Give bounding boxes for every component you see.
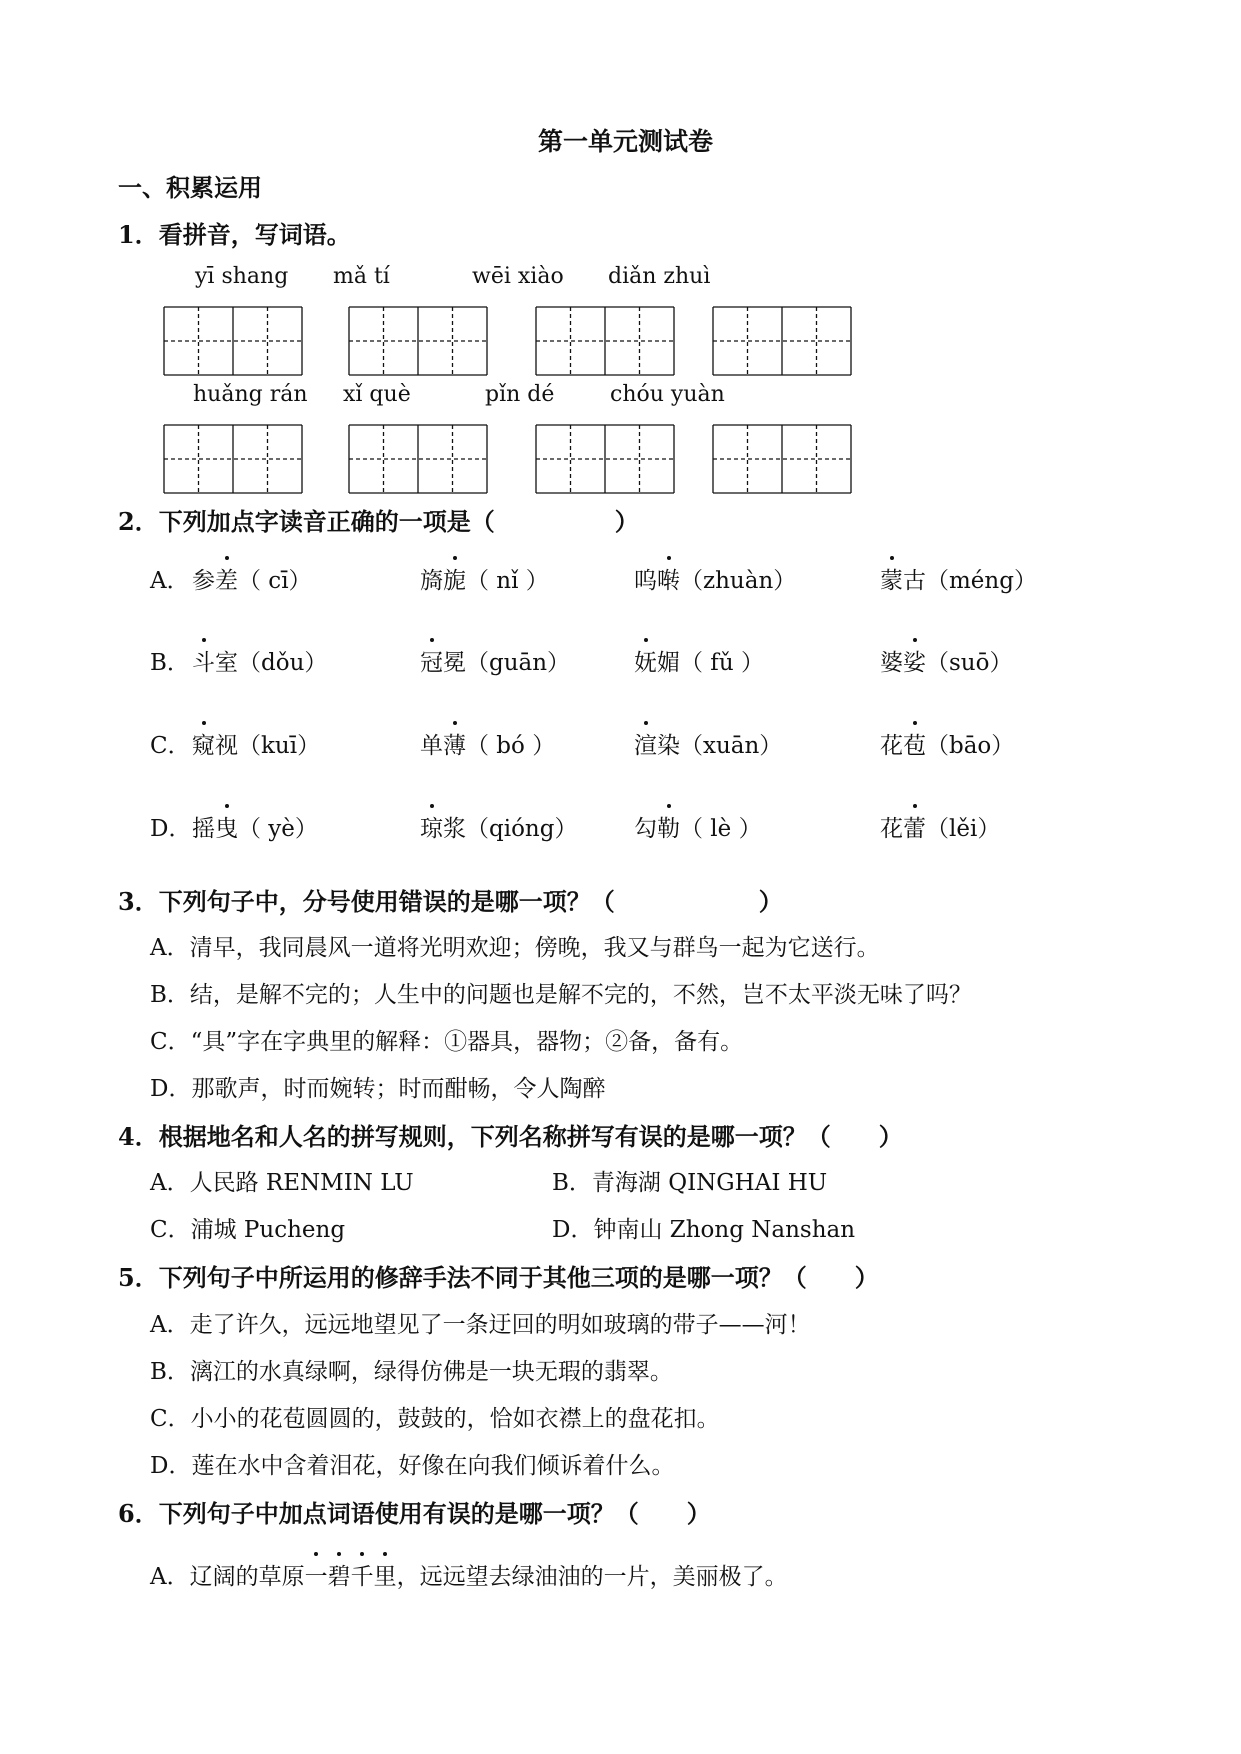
- reading-item: [880, 644, 1012, 677]
- word-char: 花: [880, 733, 903, 759]
- option-d[interactable]: D．莲在水中含着泪花，好像在向我们倾诉着什么。: [150, 1453, 675, 1479]
- grid-lines: [712, 306, 852, 376]
- reading-pinyin: （kuī）: [238, 733, 321, 759]
- pinyin-label: mǎ tí: [333, 264, 390, 289]
- reading-item: [880, 562, 1037, 595]
- grid-lines: [535, 424, 675, 494]
- reading-pinyin: （ lè ）: [680, 816, 762, 842]
- question-6-prompt: 6．下列句子中加点词语使用有误的是哪一项？（ ）: [118, 1499, 711, 1528]
- option-a-prefix: A．辽阔的草原: [150, 1564, 305, 1590]
- option-a[interactable]: [150, 1558, 788, 1591]
- dotted-char: 娑: [903, 644, 926, 677]
- pinyin-label: pǐn dé: [485, 382, 555, 407]
- grid-lines: [348, 424, 488, 494]
- option-c[interactable]: C．浦城 Pucheng: [150, 1217, 346, 1243]
- question-1-prompt: 1．看拼音，写词语。: [118, 220, 351, 249]
- reading-item: [420, 810, 577, 843]
- dotted-char: 里: [374, 1558, 397, 1591]
- reading-item: [192, 644, 327, 677]
- reading-item: [880, 810, 1000, 843]
- option-a-suffix: ，远远望去绿油油的一片，美丽极了。: [396, 1564, 788, 1590]
- reading-pinyin: （ yè）: [238, 816, 318, 842]
- question-3-prompt: 3．下列句子中，分号使用错误的是哪一项？（ ）: [118, 887, 783, 916]
- reading-item: [192, 810, 318, 843]
- word-char: 浆: [443, 816, 466, 842]
- question-2-prompt: 2．下列加点字读音正确的一项是（ ）: [118, 507, 639, 536]
- reading-item: [192, 727, 320, 760]
- reading-pinyin: （qióng）: [466, 816, 578, 842]
- dotted-char: 琼: [420, 810, 443, 843]
- grid-lines: [712, 424, 852, 494]
- pinyin-label: wēi xiào: [472, 264, 564, 289]
- dotted-char: 曳: [215, 810, 238, 843]
- grid-lines: [163, 424, 303, 494]
- word-char: 单: [420, 733, 443, 759]
- pinyin-label: huǎng rán: [193, 382, 308, 407]
- word-char: 花: [880, 816, 903, 842]
- dotted-char: 蒙: [880, 562, 903, 595]
- answer-grid[interactable]: [163, 424, 303, 494]
- pinyin-label: chóu yuàn: [610, 382, 725, 407]
- answer-grid[interactable]: [163, 306, 303, 376]
- word-char: 视: [215, 733, 238, 759]
- reading-pinyin: （ fǔ ）: [680, 650, 764, 676]
- dotted-char: 冠: [420, 644, 443, 677]
- dotted-char: 渲: [634, 727, 657, 760]
- option-letter[interactable]: B．: [150, 650, 190, 676]
- word-char: 媚: [657, 650, 680, 676]
- option-a[interactable]: A．清早，我同晨风一道将光明欢迎；傍晚，我又与群鸟一起为它送行。: [150, 935, 880, 961]
- option-c[interactable]: C．“具”字在字典里的解释：①器具，器物；②备，备有。: [150, 1029, 744, 1055]
- dotted-char: 妩: [634, 644, 657, 677]
- option-d[interactable]: D．那歌声，时而婉转；时而酣畅，令人陶醉: [150, 1076, 606, 1102]
- dotted-char: 啭: [657, 562, 680, 595]
- option-a[interactable]: A．走了许久，远远地望见了一条迂回的明如玻璃的带子——河！: [150, 1312, 811, 1338]
- grid-lines: [163, 306, 303, 376]
- page-title: 第一单元测试卷: [538, 127, 714, 156]
- reading-pinyin: （méng）: [926, 568, 1037, 594]
- dotted-char: 窥: [192, 727, 215, 760]
- pinyin-label: xǐ què: [343, 382, 411, 407]
- option-letter[interactable]: D．: [150, 816, 192, 842]
- reading-item: [634, 644, 764, 677]
- dotted-char: 蕾: [903, 810, 926, 843]
- reading-item: [420, 727, 555, 760]
- word-char: 室: [215, 650, 238, 676]
- dotted-char: 勒: [657, 810, 680, 843]
- question-5-prompt: 5．下列句子中所运用的修辞手法不同于其他三项的是哪一项？（ ）: [118, 1263, 879, 1292]
- pinyin-label: yī shang: [195, 264, 289, 289]
- word-char: 旖: [420, 568, 443, 594]
- option-b[interactable]: B．结，是解不完的；人生中的问题也是解不完的，不然，岂不太平淡无味了吗？: [150, 982, 972, 1008]
- word-char: 古: [903, 568, 926, 594]
- reading-pinyin: （bāo）: [926, 733, 1015, 759]
- dotted-char: 差: [215, 562, 238, 595]
- reading-pinyin: （zhuàn）: [680, 568, 797, 594]
- reading-pinyin: （lěi）: [926, 816, 1001, 842]
- option-letter[interactable]: A．: [150, 568, 190, 594]
- dotted-phrase: [305, 1564, 397, 1590]
- option-b[interactable]: B．青海湖 QINGHAI HU: [552, 1170, 828, 1196]
- word-char: 呜: [634, 568, 657, 594]
- answer-grid[interactable]: [535, 424, 675, 494]
- reading-pinyin: （ bó ）: [466, 733, 556, 759]
- dotted-char: 旎: [443, 562, 466, 595]
- dotted-char: 一: [305, 1558, 328, 1591]
- reading-pinyin: （ cī）: [238, 568, 312, 594]
- reading-pinyin: （xuān）: [680, 733, 783, 759]
- grid-lines: [535, 306, 675, 376]
- reading-item: [634, 810, 762, 843]
- word-char: 染: [657, 733, 680, 759]
- reading-item: [420, 562, 549, 595]
- answer-grid[interactable]: [348, 424, 488, 494]
- option-c[interactable]: C．小小的花苞圆圆的，鼓鼓的，恰如衣襟上的盘花扣。: [150, 1406, 720, 1432]
- dotted-char: 苞: [903, 727, 926, 760]
- reading-pinyin: （guān）: [466, 650, 571, 676]
- answer-grid[interactable]: [348, 306, 488, 376]
- option-letter[interactable]: C．: [150, 733, 191, 759]
- reading-item: [634, 727, 782, 760]
- word-char: 婆: [880, 650, 903, 676]
- reading-item: [634, 562, 796, 595]
- reading-item: [880, 727, 1014, 760]
- answer-grid[interactable]: [712, 424, 852, 494]
- dotted-char: 薄: [443, 727, 466, 760]
- grid-lines: [348, 306, 488, 376]
- pinyin-label: diǎn zhuì: [608, 264, 711, 289]
- reading-pinyin: （suō）: [926, 650, 1013, 676]
- word-char: 摇: [192, 816, 215, 842]
- section-heading: 一、积累运用: [118, 173, 262, 202]
- word-char: 冕: [443, 650, 466, 676]
- reading-pinyin: （ nǐ ）: [466, 568, 549, 594]
- word-char: 勾: [634, 816, 657, 842]
- answer-grid[interactable]: [712, 306, 852, 376]
- dotted-char: 千: [351, 1558, 374, 1591]
- question-4-prompt: 4．根据地名和人名的拼写规则，下列名称拼写有误的是哪一项？（ ）: [118, 1122, 903, 1151]
- answer-grid[interactable]: [535, 306, 675, 376]
- reading-item: [420, 644, 570, 677]
- option-d[interactable]: D．钟南山 Zhong Nanshan: [552, 1217, 856, 1243]
- word-char: 参: [192, 568, 215, 594]
- dotted-char: 碧: [328, 1558, 351, 1591]
- reading-item: [192, 562, 312, 595]
- reading-pinyin: （dǒu）: [238, 650, 328, 676]
- dotted-char: 斗: [192, 644, 215, 677]
- option-b[interactable]: B．漓江的水真绿啊，绿得仿佛是一块无瑕的翡翠。: [150, 1359, 673, 1385]
- option-a[interactable]: A．人民路 RENMIN LU: [150, 1170, 414, 1196]
